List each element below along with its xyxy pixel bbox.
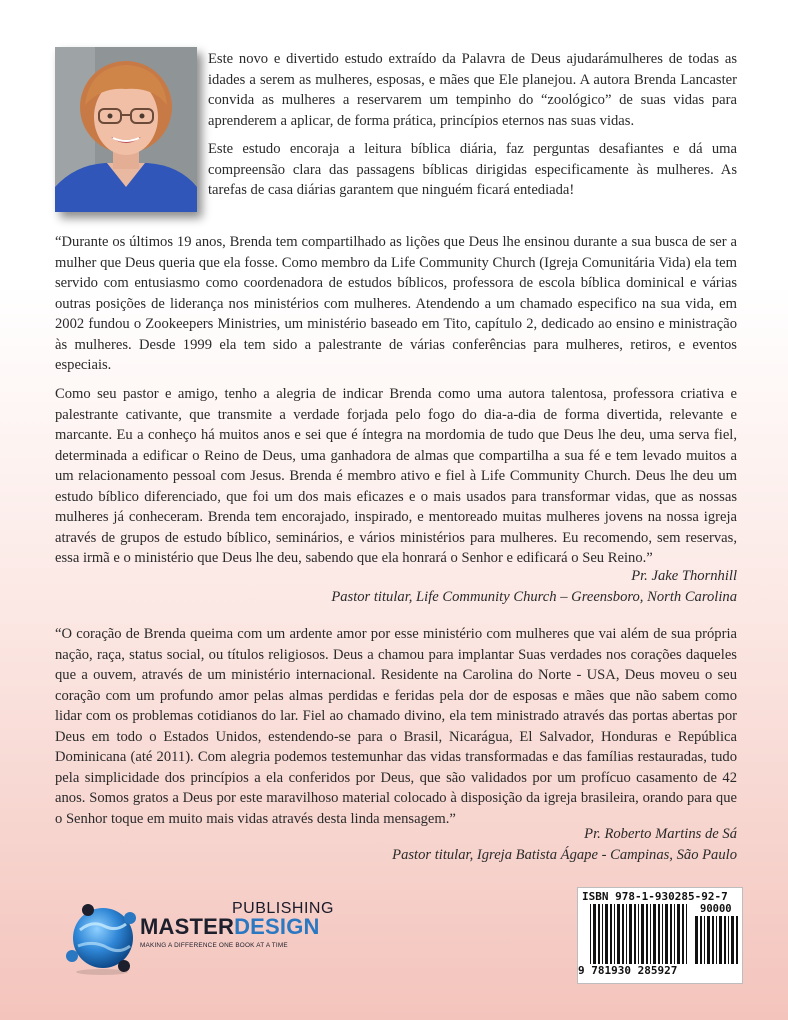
barcode-addon-number: 90000	[700, 903, 732, 915]
logo-publishing-text: PUBLISHING	[232, 900, 334, 917]
logo-master-text: MASTER	[140, 914, 235, 939]
barcode-number: 9 781930 285927	[578, 964, 678, 977]
isbn-label: ISBN 978-1-930285-92-7	[582, 890, 728, 903]
intro-paragraph-2: Este estudo encoraja a leitura bíblica diária, faz perguntas desafiantes e dá uma compreensão clara das passagens bíblicas dirigidas especificamente às mulheres. As tarefas de casa diárias garantem que ninguém ficará entediada!	[208, 141, 737, 198]
signature-2-title: Pastor titular, Igreja Batista Ágape - Campinas, São Paulo	[392, 846, 737, 863]
signature-1	[331, 566, 737, 607]
signature-2-name: Pr. Roberto Martins de Sá	[584, 826, 737, 842]
signature-2	[392, 824, 737, 865]
barcode-bars-icon	[590, 904, 690, 964]
globe-people-logo-icon	[58, 896, 148, 976]
endorsement-paragraph-1: “Durante os últimos 19 anos, Brenda tem compartilhado as lições que Deus lhe ensinou durante a sua busca de ser a mulher que Deus queria que ela fosse. Como membro da Life Community Church (Igreja Comunitária Vida) ela tem servido com entusiasmo como coordenadora de estudos bíblicos, professora de escola bíblica dominical e várias outras posições de liderança nos ministérios com mulheres. Atendendo a um chamado especifico na sua vida, em 2002 fundou o Zookeepers Ministries, um ministério baseado em Tito, capítulo 2, dedicado ao ensino e ministração às mulheres. Desde 1999 ela tem sido a palestrante de várias conferências para mulheres, retiros, e eventos especiais.	[55, 234, 737, 373]
logo-tagline: MAKING A DIFFERENCE ONE BOOK AT A TIME	[140, 942, 288, 949]
signature-1-name: Pr. Jake Thornhill	[631, 568, 737, 584]
logo-design-text: DESIGN	[234, 914, 320, 939]
endorsement-paragraph-2: Como seu pastor e amigo, tenho a alegria de indicar Brenda como uma autora talentosa, professora criativa e palestrante cativante, que transmite a verdade forjada pelo fogo do dia-a-dia de forma divertida, relevante e marcante. Eu a conheço há muitos anos e sei que é íntegra na mordomia de tudo que Deus lhe deu, uma serva fiel, determinada a edificar o Reino de Deus, uma ganhadora de almas que compartilha a sua fé e tem levado muitos a um relacionamento pessoal com Jesus. Brenda é membro ativo e fiel à Life Community Church. Deus lhe deu um estudo bíblico diferenciado, que foi um dos mais eficazes e o mais usados para transformar vidas, que as nossas mulheres já conheceram. Brenda tem encorajado, inspirado, e mentoreado muitas mulheres jovens na nossa igreja através de grupos de estudo bíblico, seminários, e vários ministérios para mulheres. Eu recomendo, sem reservas, essa irmã e o ministério que Deus lhe deu, sabendo que ela honrará o Senhor e edificará o Seu Reino.”	[55, 386, 737, 566]
author-photo	[55, 47, 197, 212]
barcode-addon-bars-icon	[695, 916, 739, 964]
endorsement-paragraph-3: “O coração de Brenda queima com um ardente amor por esse ministério com mulheres que vai além de sua própria nação, raça, status social, ou títulos religiosos. Deus a chamou para implantar Suas verdades nos corações daqueles que a ouvem, através de um ministério internacional. Residente na Carolina do Norte - USA, Deus moveu o seu coração com um profundo amor pelas almas perdidas e feridas pela dor de esposas e mães que não sabem como lidar com os problemas cotidianos do lar. Fiel ao chamado divino, ela tem ministrado através das portas abertas por Deus em todo o Estados Unidos, estendendo-se para o Brasil, Nicarágua, El Salvador, Honduras e República Dominicana (até 2011). Com alegria podemos testemunhar das vidas transformadas e das famílias restauradas, tudo pela simplicidade dos princípios a ela conferidos por Deus, que são validados por um profícuo casamento de 42 anos. Somos gratos a Deus por este maravilhoso material colocado à disposição da igreja brasileira, orando para que o Senhor toque em muito mais vidas através desta linda mensagem.”	[55, 626, 737, 827]
logo-wordmark	[140, 914, 320, 940]
signature-1-title: Pastor titular, Life Community Church – Greensboro, North Carolina	[331, 588, 737, 605]
intro-paragraph-1: Este novo e divertido estudo extraído da Palavra de Deus ajudarámulheres de todas as idades a serem as mulheres, esposas, e mães que Ele planejou. A autora Brenda Lancaster convida as mulheres a reservarem um tempinho do “zoológico” de suas vidas para aprenderem a aplicar, de forma prática, princípios eternos nas suas vidas.	[208, 51, 737, 129]
